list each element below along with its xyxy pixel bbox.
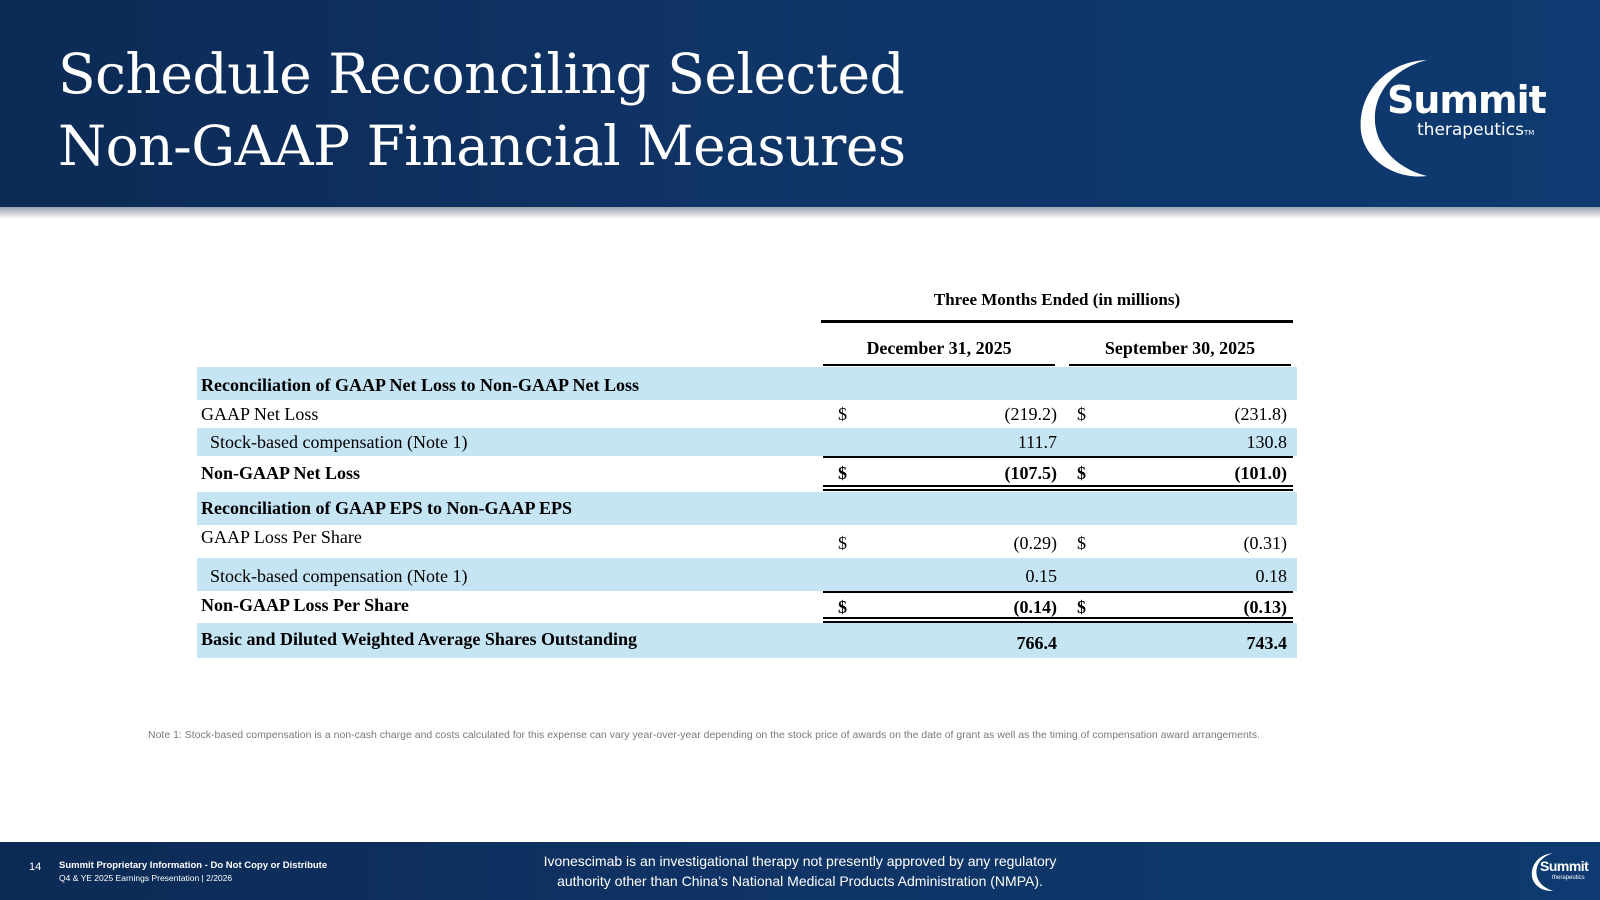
table-row-section-eps (197, 492, 1297, 525)
value-sep-2025: (0.31) (1243, 533, 1287, 553)
footer-bar (0, 842, 1600, 900)
value-dec-2025: 111.7 (1017, 432, 1057, 452)
footer-logo-subtitle: therapeutics (1552, 875, 1585, 881)
value-dec-2025: (0.14) (1013, 597, 1057, 617)
row-label: Stock-based compensation (Note 1) (210, 566, 468, 586)
table-row-section-net-loss (197, 367, 1297, 400)
page-title-line-1: Schedule Reconciling Selected (58, 42, 905, 106)
page-number: 14 (29, 861, 42, 873)
currency-symbol: $ (1077, 463, 1086, 483)
footer-logo (1530, 852, 1594, 892)
logo-wordmark: Summit (1387, 78, 1546, 122)
page-title-line-2: Non-GAAP Financial Measures (58, 114, 906, 178)
column-header-dec-2025: December 31, 2025 (823, 332, 1055, 366)
row-label: Basic and Diluted Weighted Average Shares Outstanding (201, 629, 638, 649)
table-row-gaap-loss-per-share (197, 525, 1297, 558)
summit-logo (1355, 56, 1555, 181)
total-double-rule (823, 485, 1293, 491)
disclaimer-line-1: Ivonescimab is an investigational therapy not presently approved by any regulatory (543, 853, 1057, 869)
value-sep-2025: (101.0) (1234, 463, 1287, 483)
value-dec-2025: (0.29) (1013, 533, 1057, 553)
value-sep-2025: 130.8 (1246, 432, 1287, 452)
table-row-sbc-net-loss (197, 428, 1297, 456)
value-dec-2025: 766.4 (1016, 633, 1057, 653)
table-row-non-gaap-net-loss (197, 458, 1297, 486)
footnote: Note 1: Stock-based compensation is a non-cash charge and costs calculated for this expense can vary year-over-year depending on the stock price of awards on the date of grant as well as the timing of compensation award arrangements. (148, 729, 1260, 741)
table-row-shares-outstanding (197, 623, 1297, 658)
footer-logo-wordmark: Summit (1540, 858, 1589, 874)
header-banner (0, 0, 1600, 207)
currency-symbol: $ (1077, 404, 1086, 424)
row-label: GAAP Net Loss (201, 404, 319, 424)
value-sep-2025: 743.4 (1246, 633, 1287, 653)
currency-symbol: $ (1077, 533, 1086, 553)
currency-symbol: $ (1077, 597, 1086, 617)
value-sep-2025: (231.8) (1234, 404, 1287, 424)
currency-symbol: $ (838, 404, 847, 424)
value-sep-2025: 0.18 (1255, 566, 1287, 586)
table-row-gaap-net-loss (197, 400, 1297, 428)
currency-symbol: $ (838, 463, 847, 483)
value-sep-2025: (0.13) (1243, 597, 1287, 617)
currency-symbol: $ (838, 597, 847, 617)
row-label: GAAP Loss Per Share (201, 527, 362, 547)
row-label: Reconciliation of GAAP Net Loss to Non-GAAP Net Loss (201, 375, 639, 395)
page-title (58, 38, 906, 182)
value-dec-2025: (107.5) (1004, 463, 1057, 483)
logo-subtitle: therapeuticsTM (1417, 120, 1535, 140)
value-dec-2025: 0.15 (1025, 566, 1057, 586)
header-shadow (0, 207, 1600, 219)
table-group-header: Three Months Ended (in millions) (821, 280, 1293, 323)
row-label: Stock-based compensation (Note 1) (210, 432, 468, 452)
logo-trademark: TM (1523, 129, 1535, 137)
regulatory-disclaimer (460, 851, 1140, 891)
value-dec-2025: (219.2) (1004, 404, 1057, 424)
table-row-sbc-eps (197, 558, 1297, 591)
proprietary-notice: Summit Proprietary Information - Do Not Copy or Distribute (59, 860, 328, 871)
disclaimer-line-2: authority other than China’s National Medical Products Administration (NMPA). (557, 873, 1043, 889)
currency-symbol: $ (838, 533, 847, 553)
row-label: Non-GAAP Net Loss (201, 463, 361, 483)
row-label: Non-GAAP Loss Per Share (201, 595, 409, 615)
table-row-non-gaap-loss-per-share (197, 592, 1297, 620)
column-header-sep-2025: September 30, 2025 (1069, 332, 1291, 366)
presentation-label: Q4 & YE 2025 Earnings Presentation | 2/2026 (59, 873, 233, 883)
row-label: Reconciliation of GAAP EPS to Non-GAAP EPS (201, 498, 573, 518)
